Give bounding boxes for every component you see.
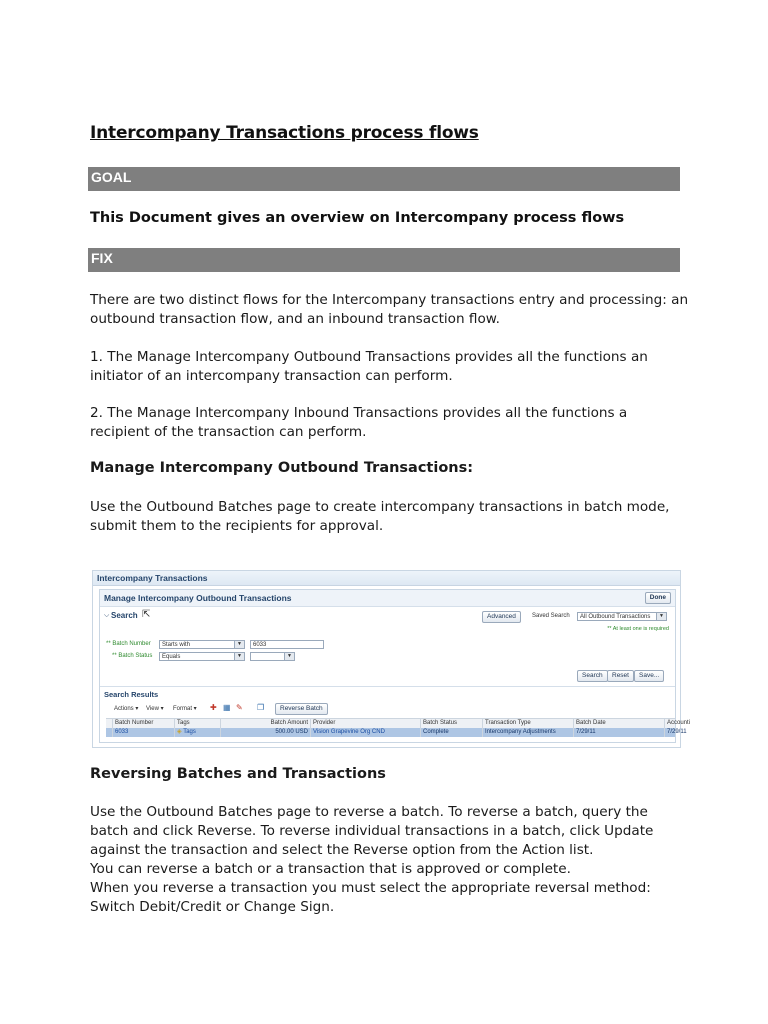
batch-amount-cell: 500.00 USD: [220, 728, 310, 737]
intro-paragraph: [90, 291, 690, 329]
batch-status-label: [112, 653, 152, 659]
done-button[interactable]: Done: [645, 592, 671, 604]
collapse-icon[interactable]: ⌵: [104, 612, 110, 619]
point-two-paragraph: [90, 404, 690, 442]
text-line: initiator of an intercompany transaction can perform.: [90, 368, 453, 384]
column-header[interactable]: Tags: [174, 719, 220, 728]
app-title: Intercompany Transactions: [93, 571, 680, 586]
point-one-paragraph: [90, 348, 690, 386]
text-line: outbound transaction flow, and an inbound transaction flow.: [90, 311, 501, 327]
batch-status-select[interactable]: [250, 652, 295, 661]
column-header[interactable]: Batch Date: [573, 719, 664, 728]
chevron-down-icon: ▼: [234, 653, 244, 660]
chevron-down-icon: ▼: [284, 653, 294, 660]
text-line: Use the Outbound Batches page to reverse a batch. To reverse a batch, query the: [90, 804, 648, 820]
tag-icon: ◈: [177, 729, 182, 735]
saved-search-select[interactable]: [577, 612, 667, 621]
text-line: 2. The Manage Intercompany Inbound Transactions provides all the functions a: [90, 405, 628, 421]
table-row[interactable]: [106, 728, 687, 737]
column-header[interactable]: Accounti: [664, 719, 694, 728]
goal-text: This Document gives an overview on Intercompany process flows: [90, 210, 625, 226]
cursor-icon: ⇱: [142, 609, 151, 620]
required-note: ** At least one is required: [607, 626, 669, 632]
batch-date-cell: 7/29/11: [573, 728, 664, 737]
outbound-panel: [99, 589, 691, 743]
edit-icon[interactable]: ✎: [236, 703, 243, 712]
chevron-down-icon: ▼: [234, 641, 244, 648]
reversing-paragraph: [90, 803, 690, 917]
text-line: You can reverse a batch or a transaction that is approved or complete.: [90, 861, 571, 877]
batch-number-operator-value: Starts with: [162, 642, 191, 648]
outbound-paragraph: [90, 498, 690, 536]
column-header[interactable]: Batch Status: [420, 719, 482, 728]
batch-status-cell: Complete: [420, 728, 482, 737]
column-header[interactable]: Transaction Type: [482, 719, 573, 728]
format-menu[interactable]: Format ▾: [173, 706, 197, 712]
text-line: There are two distinct flows for the Intercompany transactions entry and processing: an: [90, 292, 689, 308]
page-title: Intercompany Transactions process flows: [90, 123, 479, 143]
goal-bar: GOAL: [88, 167, 680, 191]
batch-status-operator-select[interactable]: [159, 652, 245, 661]
add-row-icon[interactable]: ✚: [210, 703, 217, 712]
batch-number-link[interactable]: 6033: [112, 728, 174, 737]
batch-number-input[interactable]: [250, 640, 324, 649]
tags-text: Tags: [183, 729, 196, 735]
text-line: Use the Outbound Batches page to create intercompany transactions in batch mode,: [90, 499, 670, 515]
actions-menu[interactable]: Actions ▾: [114, 706, 139, 712]
column-header[interactable]: Batch Amount: [220, 719, 310, 728]
search-section-label[interactable]: Search: [111, 611, 138, 620]
reset-button[interactable]: Reset: [607, 670, 634, 682]
batch-number-label-text: ** Batch Number: [106, 641, 151, 647]
advanced-button[interactable]: Advanced: [482, 611, 521, 623]
tags-link[interactable]: [174, 728, 220, 737]
batch-status-operator-value: Equals: [162, 654, 181, 660]
accounting-date-cell: 7/29/11: [664, 728, 694, 737]
results-heading: Search Results: [104, 690, 159, 699]
batch-number-label: [106, 641, 151, 647]
panel-title: [100, 590, 675, 607]
fix-bar: FIX: [88, 248, 680, 272]
save-button[interactable]: Save...: [634, 670, 664, 682]
text-line: against the transaction and select the Reverse option from the Action list.: [90, 842, 594, 858]
text-line: submit them to the recipients for approval.: [90, 518, 384, 534]
text-line: When you reverse a transaction you must select the appropriate reversal method:: [90, 880, 651, 896]
column-header[interactable]: Batch Number: [112, 719, 174, 728]
transaction-type-cell: Intercompany Adjustments: [482, 728, 573, 737]
chevron-down-icon: ▼: [656, 613, 666, 620]
results-divider: [100, 686, 675, 687]
detach-icon[interactable]: ❐: [257, 703, 265, 712]
reverse-batch-button[interactable]: Reverse Batch: [275, 703, 328, 715]
text-line: 1. The Manage Intercompany Outbound Transactions provides all the functions an: [90, 349, 648, 365]
column-header[interactable]: Provider: [310, 719, 420, 728]
embedded-screenshot: [92, 570, 691, 748]
batch-number-value: 6033: [253, 642, 267, 648]
panel-title-text: Manage Intercompany Outbound Transactions: [104, 593, 292, 603]
saved-search-value: All Outbound Transactions: [580, 614, 651, 620]
provider-link[interactable]: Vision Grapevine Org CND: [310, 728, 420, 737]
batch-number-operator-select[interactable]: [159, 640, 245, 649]
text-line: batch and click Reverse. To reverse individual transactions in a batch, click Update: [90, 823, 654, 839]
text-line: Switch Debit/Credit or Change Sign.: [90, 899, 335, 915]
reversing-heading: Reversing Batches and Transactions: [90, 766, 386, 782]
export-icon[interactable]: ▦: [223, 703, 231, 712]
outbound-heading: Manage Intercompany Outbound Transactions:: [90, 460, 474, 476]
text-line: recipient of the transaction can perform.: [90, 424, 367, 440]
search-button[interactable]: Search: [577, 670, 608, 682]
batch-status-label-text: ** Batch Status: [112, 653, 153, 659]
saved-search-label: Saved Search: [532, 613, 570, 619]
view-menu[interactable]: View ▾: [146, 706, 164, 712]
